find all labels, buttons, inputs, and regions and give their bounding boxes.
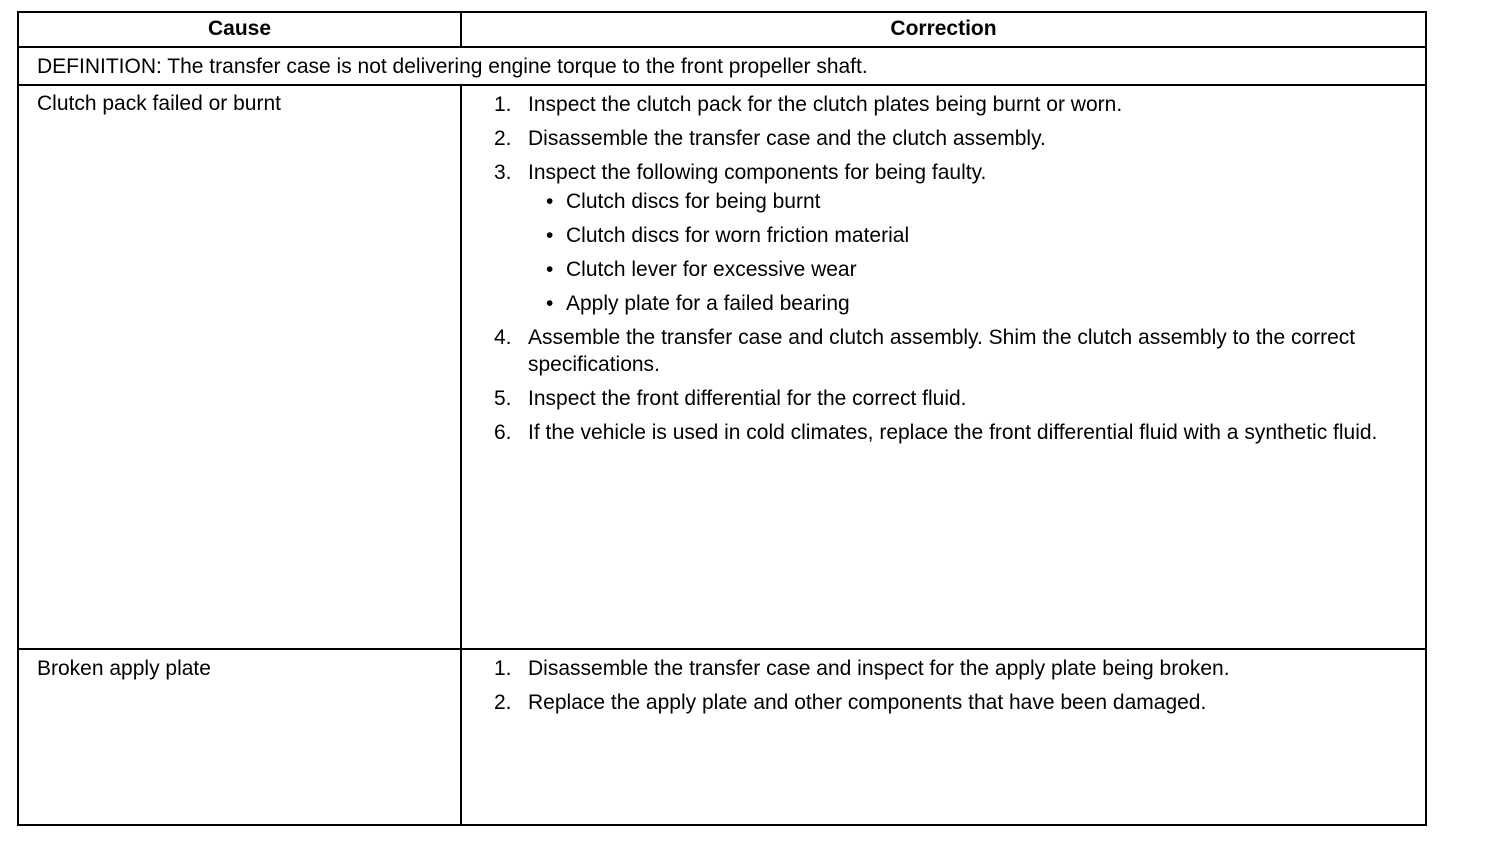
list-item (546, 290, 1399, 317)
correction-step (494, 125, 1399, 152)
header-cause: Cause (207, 17, 272, 40)
correction-step (494, 689, 1399, 716)
diagnostic-table (17, 11, 1427, 826)
step-text: If the vehicle is used in cold climates, replace the front differential fluid with a synthetic fluid. (528, 421, 1378, 444)
list-item (546, 222, 1399, 249)
step-number: 4. (494, 326, 512, 349)
step-number: 2. (494, 127, 512, 150)
cause-broken-apply-plate: Broken apply plate (37, 657, 211, 680)
list-item-text: Clutch discs for worn friction material (566, 224, 910, 247)
bullet-icon: • (546, 292, 554, 315)
list-item-text: Apply plate for a failed bearing (566, 292, 850, 315)
step-number: 5. (494, 387, 512, 410)
step-text: Replace the apply plate and other components that have been damaged. (528, 691, 1207, 714)
step-number: 1. (494, 657, 512, 680)
bullet-icon: • (546, 190, 554, 213)
correction-step (494, 159, 1399, 186)
header-correction: Correction (890, 17, 997, 40)
definition-text: DEFINITION: The transfer case is not delivering engine torque to the front propeller shaft. (37, 55, 868, 78)
definition-divider (19, 84, 1425, 86)
step-text: Disassemble the transfer case and inspect for the apply plate being broken. (528, 657, 1230, 680)
step-number: 1. (494, 93, 512, 116)
cause-clutch-pack: Clutch pack failed or burnt (37, 92, 281, 115)
component-checklist (546, 188, 1399, 317)
list-item (546, 188, 1399, 215)
list-item-text: Clutch lever for excessive wear (566, 258, 857, 281)
column-divider-body (460, 84, 462, 826)
correction-step (494, 324, 1399, 378)
step-number: 2. (494, 691, 512, 714)
correction-step (494, 91, 1399, 118)
list-item-text: Clutch discs for being burnt (566, 190, 821, 213)
step-text: Assemble the transfer case and clutch assembly. Shim the clutch assembly to the correct specifications. (528, 326, 1356, 376)
bullet-icon: • (546, 258, 554, 281)
row-divider (19, 648, 1425, 650)
correction-step (494, 655, 1399, 682)
correction-steps-clutch-pack (494, 91, 1399, 453)
header-divider (19, 46, 1425, 48)
step-text: Inspect the following components for being faulty. (528, 161, 987, 184)
step-number: 6. (494, 421, 512, 444)
correction-steps-apply-plate (494, 655, 1399, 723)
correction-step (494, 385, 1399, 412)
step-text: Inspect the clutch pack for the clutch plates being burnt or worn. (528, 93, 1123, 116)
step-text: Inspect the front differential for the correct fluid. (528, 387, 967, 410)
list-item (546, 256, 1399, 283)
correction-step (494, 419, 1399, 446)
step-text: Disassemble the transfer case and the clutch assembly. (528, 127, 1046, 150)
column-divider-header (460, 13, 462, 46)
step-number: 3. (494, 161, 512, 184)
bullet-icon: • (546, 224, 554, 247)
